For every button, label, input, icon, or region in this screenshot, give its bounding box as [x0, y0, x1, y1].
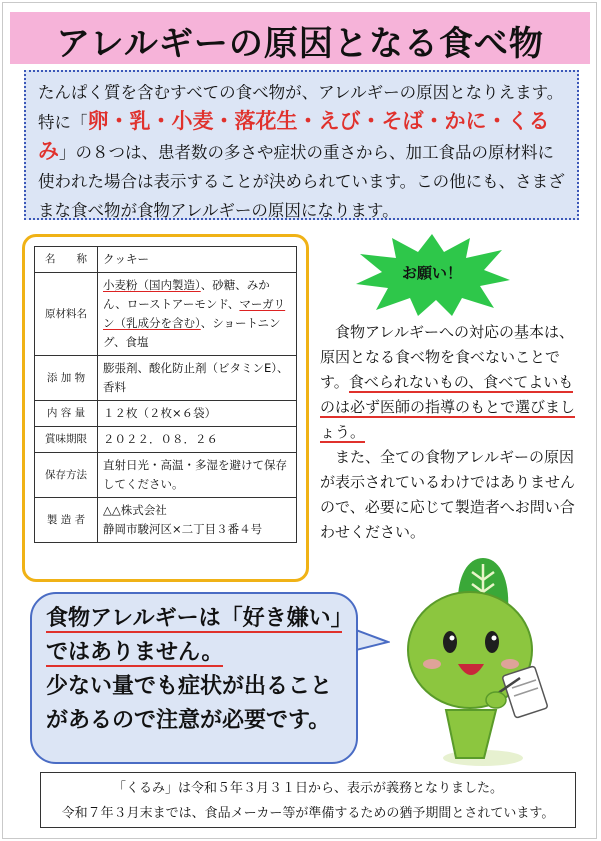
page-title: アレルギーの原因となる食べ物 [56, 24, 544, 64]
ingredient-text: 、ショートニング、食塩 [103, 316, 281, 349]
label-key: 添 加 物 [35, 356, 98, 401]
label-row-quantity [35, 401, 297, 427]
request-paragraph-2 [320, 445, 582, 545]
speech-bubble [30, 592, 358, 764]
label-value: ２０２２．０８．２６ [98, 427, 297, 453]
title-bar [10, 12, 590, 64]
label-row-best-before [35, 427, 297, 453]
label-value [98, 498, 297, 543]
request-text: 食物アレルギーへの対応の基本は、原因となる食べ物を食べないことです。 [320, 323, 575, 391]
bubble-warning: 少ない量でも症状が出ることがあるので注意が必要です。 [46, 674, 333, 733]
label-key: 保存方法 [35, 453, 98, 498]
request-text: また、全ての食物アレルギーの原因が表示されているわけではありませんので、必要に応じて製造者へお問い合わせください。 [320, 448, 576, 541]
request-paragraph-1 [320, 320, 582, 445]
label-key: 賞味期限 [35, 427, 98, 453]
label-value: 膨張剤、酸化防止剤（ビタミンE）、香料 [98, 356, 297, 401]
notice-box [40, 772, 576, 828]
label-value: 直射日光・高温・多湿を避けて保存してください。 [98, 453, 297, 498]
label-row-name [35, 247, 297, 273]
notice-line-1: 「くるみ」は令和５年３月３１日から、表示が義務となりました。 [112, 781, 503, 796]
label-key: 製 造 者 [35, 498, 98, 543]
bubble-emphasis: 食物アレルギーは「好き嫌い」ではありません。 [46, 606, 342, 665]
label-value: クッキー [98, 247, 297, 273]
request-emphasis: 食べられないもの、食べてよいものは必ず医師の指導のもとで選びましょう。 [320, 373, 576, 441]
manufacturer-address: 静岡市駿河区×二丁目３番４号 [103, 522, 263, 536]
allergen-underline: 小麦粉（国内製造） [103, 278, 201, 292]
label-row-ingredients [35, 273, 297, 356]
food-label-table [34, 246, 297, 543]
notice-line-2: 令和７年３月末までは、食品メーカー等が準備するための猶予期間とされています。 [61, 806, 555, 821]
label-value: １２枚（２枚×６袋） [98, 401, 297, 427]
ingredient-text: 、砂糖、みかん、ローストアーモンド、 [103, 278, 270, 311]
request-badge: お願い！ [401, 264, 462, 282]
label-value [98, 273, 297, 356]
label-row-storage [35, 453, 297, 498]
intro-text-before: たんぱく質を含むすべての食べ物が、アレルギーの原因となりえます。特に「 [38, 83, 564, 132]
label-row-manufacturer [35, 498, 297, 543]
allergen-underline: マーガリン（乳成分を含む） [103, 297, 286, 330]
label-row-additives [35, 356, 297, 401]
intro-text-after: 」の８つは、患者数の多さや症状の重さから、加工食品の原材料に使われた場合は表示することが決められています。この他にも、さまざまな食べ物が食物アレルギーの原因になります。 [38, 143, 565, 220]
mascot-illustration [388, 540, 578, 770]
intro-panel [24, 70, 579, 220]
label-key: 名 称 [35, 247, 98, 273]
manufacturer-name: △△株式会社 [103, 503, 167, 517]
label-key: 原材料名 [35, 273, 98, 356]
request-section [320, 320, 582, 545]
allergen-list: 卵・乳・小麦・落花生・えび・そば・かに・くるみ [38, 109, 550, 163]
bubble-headline [46, 602, 342, 670]
label-key: 内 容 量 [35, 401, 98, 427]
food-label-card [22, 234, 309, 582]
